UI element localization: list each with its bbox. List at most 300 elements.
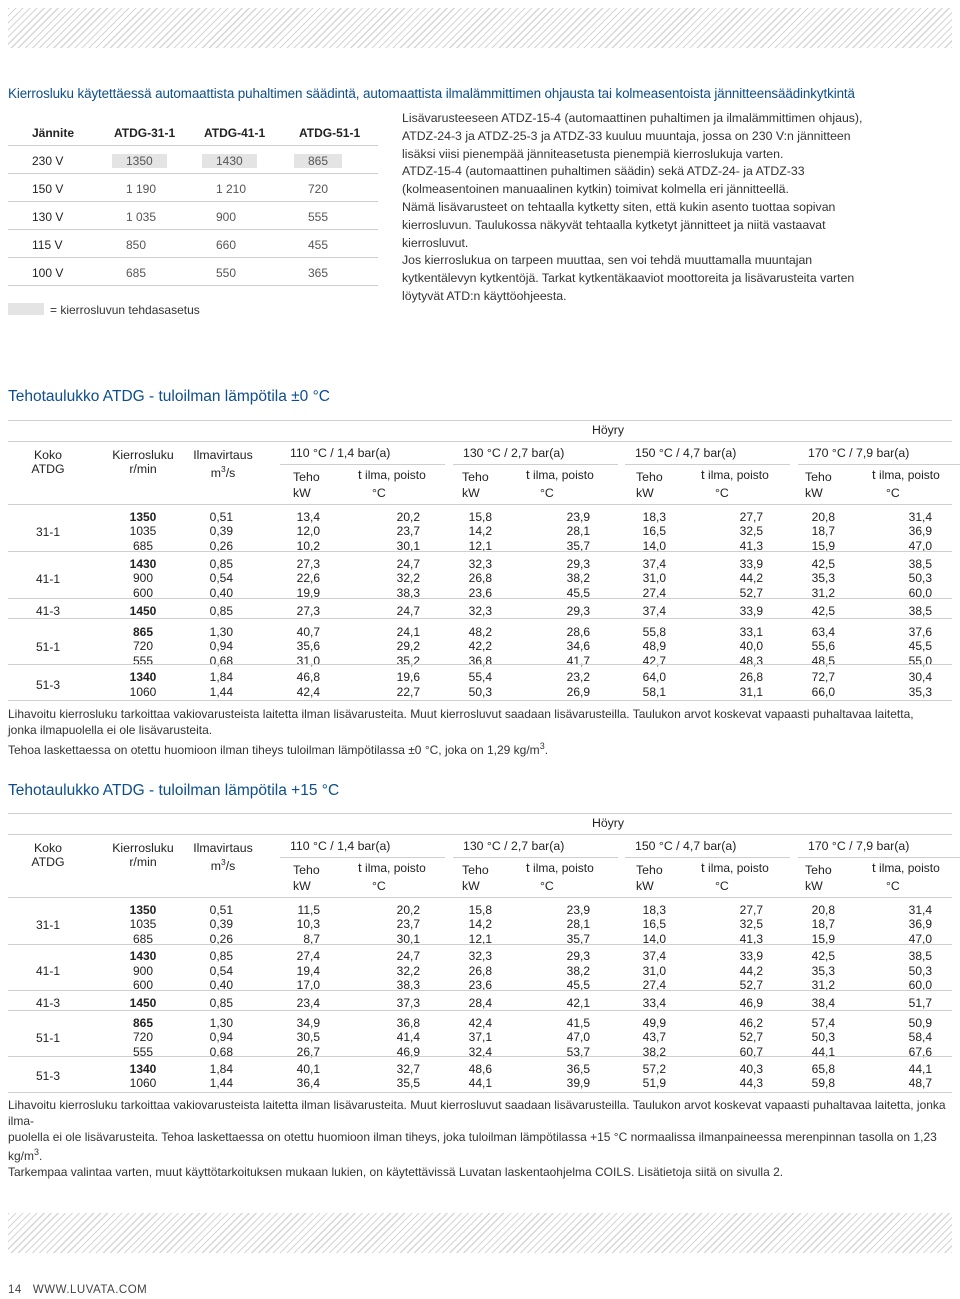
value-cell: 45,5 xyxy=(908,639,932,653)
value-cell: 32,7 xyxy=(396,1062,420,1076)
value-cell: 31,0 xyxy=(642,964,666,978)
page-number: 14 xyxy=(8,1284,22,1296)
rpm-header: Kierrosluku xyxy=(112,448,174,462)
website-link[interactable]: WWW.LUVATA.COM xyxy=(32,1284,148,1296)
rpm-cell: 720 xyxy=(308,182,329,196)
voltage-cell: 230 V xyxy=(32,154,64,168)
value-cell: 32,3 xyxy=(468,557,492,571)
rpm-cell: 900 xyxy=(216,210,237,224)
value-cell: 41,3 xyxy=(739,932,763,946)
kw-unit: kW xyxy=(636,486,654,500)
value-cell: 53,7 xyxy=(566,1045,590,1059)
value-cell: 0,54 xyxy=(209,964,233,978)
steam-header: Höyry xyxy=(591,423,625,437)
value-cell: 44,1 xyxy=(908,1062,932,1076)
condition-underline xyxy=(280,464,445,465)
outlet-temp-header: t ilma, poisto xyxy=(526,860,594,875)
value-cell: 19,4 xyxy=(296,964,320,978)
table2-title: Tehotaulukko ATDG - tuloilman lämpötila +15 °C xyxy=(8,782,340,799)
teho-header: Teho xyxy=(293,470,320,484)
value-cell: 23,6 xyxy=(468,586,492,600)
value-cell: 23,6 xyxy=(468,978,492,992)
value-cell: 35,7 xyxy=(566,539,590,553)
value-cell: 57,2 xyxy=(642,1062,666,1076)
value-cell: 28,1 xyxy=(566,917,590,931)
value-cell: 50,3 xyxy=(908,571,932,585)
value-cell: 32,2 xyxy=(396,964,420,978)
value-cell: 26,8 xyxy=(739,670,763,684)
value-cell: 12,1 xyxy=(468,932,492,946)
row-divider xyxy=(8,1092,952,1093)
value-cell: 32,3 xyxy=(468,949,492,963)
row-divider xyxy=(8,834,952,835)
value-cell: 32,2 xyxy=(396,571,420,585)
voltage-table-header xyxy=(8,118,378,146)
degc-unit: °C xyxy=(372,879,386,893)
factory-setting-swatch xyxy=(8,303,44,315)
table1-note-line: jonka ilmapuolella ei ole lisävarusteita. xyxy=(8,722,213,737)
teho-header: Teho xyxy=(636,470,663,484)
value-cell: 36,4 xyxy=(296,1076,320,1090)
value-cell: 29,3 xyxy=(566,604,590,618)
row-divider xyxy=(8,504,952,505)
value-cell: 38,2 xyxy=(566,571,590,585)
size-cell: 41-3 xyxy=(36,604,61,618)
value-cell: 46,9 xyxy=(739,996,763,1010)
value-cell: 30,4 xyxy=(908,670,932,684)
rpm-cell: 660 xyxy=(216,238,237,252)
size-cell: 31-1 xyxy=(36,917,61,932)
value-cell: 0,85 xyxy=(209,604,233,618)
value-cell: 33,4 xyxy=(642,996,666,1010)
row-divider xyxy=(8,441,952,442)
airflow-header: Ilmavirtaus xyxy=(193,841,253,855)
value-cell: 35,3 xyxy=(811,571,835,585)
value-cell: 31,4 xyxy=(908,903,932,917)
value-cell: 41,5 xyxy=(566,1016,590,1030)
rpm-cell: 685 xyxy=(132,539,154,553)
value-cell: 18,3 xyxy=(642,903,666,917)
value-cell: 36,9 xyxy=(908,917,932,931)
page-footer xyxy=(8,1284,147,1296)
rpm-cell: 1340 xyxy=(129,1062,157,1076)
value-cell: 37,4 xyxy=(642,604,666,618)
value-cell: 33,9 xyxy=(739,557,763,571)
rpm-cell: 555 xyxy=(308,210,329,224)
value-cell: 46,8 xyxy=(296,670,320,684)
value-cell: 50,3 xyxy=(811,1030,835,1044)
value-cell: 72,7 xyxy=(811,670,835,684)
rpm-cell: 685 xyxy=(132,932,154,946)
rpm-cell: 685 xyxy=(126,266,147,280)
rpm-cell: 1430 xyxy=(129,949,157,963)
condition-header: 110 °C / 1,4 bar(a) xyxy=(290,839,391,853)
description-text xyxy=(402,110,872,306)
rpm-cell: 600 xyxy=(132,586,154,600)
value-cell: 63,4 xyxy=(811,625,835,639)
value-cell: 46,2 xyxy=(739,1016,763,1030)
voltage-cell: 130 V xyxy=(32,210,64,224)
value-cell: 37,6 xyxy=(908,625,932,639)
voltage-table-row xyxy=(8,174,378,202)
value-cell: 58,1 xyxy=(642,685,666,699)
rpm-cell: 550 xyxy=(216,266,237,280)
table2-note-line: Tarkempaa valintaa varten, muut käyttötarkoituksen mukaan lukien, on käytettävissä Luvatan laskentaohjelma COILS. Lisätietoja siitä on sivulla 2. xyxy=(8,1165,784,1180)
value-cell: 0,51 xyxy=(209,510,233,524)
value-cell: 28,1 xyxy=(566,524,590,538)
value-cell: 30,1 xyxy=(396,539,420,553)
value-cell: 37,4 xyxy=(642,557,666,571)
description-paragraph: Jos kierroslukua on tarpeen muuttaa, sen voi tehdä muuttamalla muuntajan kytkentälevyn kytkentöjä. Tarkat kytkentäkaaviot moottoreita ja lisävarusteita varten löytyvät ATD:n käyttöohjeesta. xyxy=(402,253,855,303)
outlet-temp-header: t ilma, poisto xyxy=(358,467,426,482)
value-cell: 27,4 xyxy=(642,586,666,600)
value-cell: 1,84 xyxy=(209,1062,233,1076)
value-cell: 31,4 xyxy=(908,510,932,524)
table2-note-line: Lihavoitu kierrosluku tarkoittaa vakiovarusteista laitetta ilman lisävarusteita. Muut kierrosluvut saadaan lisävarusteilla. Taulukon arvot koskevat vapaasti puhaltavaa laitetta, jonka ilma- xyxy=(8,1098,946,1128)
rpm-cell: 865 xyxy=(294,154,342,168)
value-cell: 39,9 xyxy=(566,1076,590,1090)
value-cell: 14,0 xyxy=(642,539,666,553)
value-cell: 31,0 xyxy=(296,654,320,668)
value-cell: 29,3 xyxy=(566,557,590,571)
value-cell: 46,9 xyxy=(396,1045,420,1059)
value-cell: 67,6 xyxy=(908,1045,932,1059)
kw-unit: kW xyxy=(293,879,311,893)
value-cell: 38,5 xyxy=(908,604,932,618)
value-cell: 31,2 xyxy=(811,586,835,600)
value-cell: 28,6 xyxy=(566,625,590,639)
rpm-cell: 1350 xyxy=(112,154,167,168)
condition-underline xyxy=(798,857,960,858)
rpm-cell: 1350 xyxy=(129,510,157,524)
row-divider xyxy=(8,1056,952,1057)
row-divider xyxy=(8,990,952,991)
value-cell: 52,7 xyxy=(739,1030,763,1044)
value-cell: 42,1 xyxy=(566,996,590,1010)
value-cell: 24,7 xyxy=(396,557,420,571)
value-cell: 35,3 xyxy=(908,685,932,699)
value-cell: 31,1 xyxy=(739,685,763,699)
value-cell: 1,84 xyxy=(209,670,233,684)
value-cell: 0,40 xyxy=(209,978,233,992)
value-cell: 41,3 xyxy=(739,539,763,553)
airflow-unit: $m^3/s$ xyxy=(210,857,236,874)
atdg-header: ATDG xyxy=(31,462,65,476)
value-cell: 40,3 xyxy=(739,1062,763,1076)
value-cell: 32,3 xyxy=(468,604,492,618)
value-cell: 33,1 xyxy=(739,625,763,639)
value-cell: 23,7 xyxy=(396,917,420,931)
rpm-unit: r/min xyxy=(129,855,157,869)
value-cell: 29,3 xyxy=(566,949,590,963)
outlet-temp-header: t ilma, poisto xyxy=(526,467,594,482)
degc-unit: °C xyxy=(372,486,386,500)
value-cell: 26,9 xyxy=(566,685,590,699)
value-cell: 22,6 xyxy=(296,571,320,585)
value-cell: 32,4 xyxy=(468,1045,492,1059)
value-cell: 27,7 xyxy=(739,510,763,524)
value-cell: 42,4 xyxy=(296,685,320,699)
voltage-cell: 115 V xyxy=(32,238,63,252)
rpm-cell: 1 035 xyxy=(126,210,157,224)
rpm-cell: 1430 xyxy=(202,154,257,168)
row-divider xyxy=(8,944,952,945)
value-cell: 45,5 xyxy=(566,586,590,600)
value-cell: 40,7 xyxy=(296,625,320,639)
value-cell: 27,3 xyxy=(296,604,320,618)
value-cell: 42,2 xyxy=(468,639,492,653)
value-cell: 12,0 xyxy=(296,524,320,538)
value-cell: 37,4 xyxy=(642,949,666,963)
value-cell: 1,30 xyxy=(209,625,233,639)
outlet-temp-header: t ilma, poisto xyxy=(701,467,769,482)
value-cell: 43,7 xyxy=(642,1030,666,1044)
value-cell: 24,1 xyxy=(396,625,420,639)
rpm-cell: 1035 xyxy=(129,524,157,538)
description-paragraph: ATDZ-15-4 (automaattinen puhaltimen säädin) sekä ATDZ-24- ja ATDZ-33 (kolmeasentoinen manuaalinen kytkin) toimivat kolmella eri jännitteellä. xyxy=(402,164,805,197)
value-cell: 23,2 xyxy=(566,670,590,684)
value-cell: 23,7 xyxy=(396,524,420,538)
kw-unit: kW xyxy=(805,486,823,500)
value-cell: 57,4 xyxy=(811,1016,835,1030)
value-cell: 47,0 xyxy=(566,1030,590,1044)
value-cell: 42,4 xyxy=(468,1016,492,1030)
col-header-atdg-51-1: ATDG-51-1 xyxy=(299,126,361,140)
condition-underline xyxy=(453,857,618,858)
value-cell: 48,5 xyxy=(811,654,835,668)
value-cell: 60,7 xyxy=(739,1045,763,1059)
value-cell: 35,2 xyxy=(396,654,420,668)
degc-unit: °C xyxy=(715,486,729,500)
value-cell: 60,0 xyxy=(908,586,932,600)
condition-header: 130 °C / 2,7 bar(a) xyxy=(463,446,565,460)
value-cell: 18,7 xyxy=(811,917,835,931)
value-cell: 20,8 xyxy=(811,903,835,917)
rpm-cell: 1060 xyxy=(129,1076,157,1090)
value-cell: 0,40 xyxy=(209,586,233,600)
value-cell: 0,85 xyxy=(209,949,233,963)
rpm-cell: 1 210 xyxy=(216,182,247,196)
value-cell: 38,3 xyxy=(396,978,420,992)
value-cell: 38,3 xyxy=(396,586,420,600)
koko-header: Koko xyxy=(33,448,63,462)
row-divider xyxy=(8,598,952,599)
rpm-cell: 1340 xyxy=(129,670,157,684)
rpm-cell: 850 xyxy=(126,238,147,252)
rpm-cell: 900 xyxy=(132,964,154,978)
value-cell: 37,1 xyxy=(468,1030,492,1044)
value-cell: 23,9 xyxy=(566,510,590,524)
value-cell: 32,5 xyxy=(739,524,763,538)
value-cell: 66,0 xyxy=(811,685,835,699)
value-cell: 33,9 xyxy=(739,949,763,963)
rpm-cell: 865 xyxy=(132,1016,154,1030)
value-cell: 44,2 xyxy=(739,571,763,585)
value-cell: 0,68 xyxy=(209,1045,233,1059)
rpm-cell: 865 xyxy=(132,625,154,639)
value-cell: 31,2 xyxy=(811,978,835,992)
value-cell: 48,3 xyxy=(739,654,763,668)
value-cell: 50,3 xyxy=(908,964,932,978)
voltage-cell: 150 V xyxy=(32,182,64,196)
value-cell: 0,39 xyxy=(209,917,233,931)
condition-underline xyxy=(625,464,790,465)
teho-header: Teho xyxy=(293,863,320,877)
value-cell: 42,5 xyxy=(811,949,835,963)
value-cell: 20,8 xyxy=(811,510,835,524)
atdg-header: ATDG xyxy=(31,855,65,869)
value-cell: 0,54 xyxy=(209,571,233,585)
value-cell: 0,94 xyxy=(209,639,233,653)
value-cell: 27,4 xyxy=(296,949,320,963)
teho-header: Teho xyxy=(462,470,489,484)
value-cell: 52,7 xyxy=(739,586,763,600)
value-cell: 14,2 xyxy=(468,524,492,538)
value-cell: 55,0 xyxy=(908,654,932,668)
value-cell: 26,8 xyxy=(468,571,492,585)
value-cell: 26,7 xyxy=(296,1045,320,1059)
row-divider xyxy=(8,551,952,552)
value-cell: 55,8 xyxy=(642,625,666,639)
value-cell: 34,9 xyxy=(296,1016,320,1030)
value-cell: 50,3 xyxy=(468,685,492,699)
voltage-table-row xyxy=(8,230,378,258)
table1-title: Tehotaulukko ATDG - tuloilman lämpötila ±0 °C xyxy=(8,388,330,405)
value-cell: 44,2 xyxy=(739,964,763,978)
value-cell: 36,5 xyxy=(566,1062,590,1076)
value-cell: 16,5 xyxy=(642,917,666,931)
value-cell: 0,94 xyxy=(209,1030,233,1044)
value-cell: 20,2 xyxy=(396,510,420,524)
value-cell: 36,9 xyxy=(908,524,932,538)
value-cell: 12,1 xyxy=(468,539,492,553)
value-cell: 42,5 xyxy=(811,557,835,571)
row-divider xyxy=(8,813,952,814)
condition-header: 170 °C / 7,9 bar(a) xyxy=(808,446,910,460)
value-cell: 23,9 xyxy=(566,903,590,917)
rpm-cell: 600 xyxy=(132,978,154,992)
row-divider xyxy=(8,700,952,701)
col-header-atdg-41-1: ATDG-41-1 xyxy=(204,126,266,140)
value-cell: 47,0 xyxy=(908,932,932,946)
rpm-cell: 555 xyxy=(132,654,154,668)
value-cell: 17,0 xyxy=(296,978,320,992)
outlet-temp-header: t ilma, poisto xyxy=(872,860,940,875)
size-cell: 51-1 xyxy=(36,1030,61,1045)
description-paragraph: Nämä lisävarusteet on tehtaalla kytketty siten, että kukin asento tuottaa sopivan kierrosluvun. Taulukossa näkyvät tehtaalla kytketyt jännitteet ja niitä vastaavat kierrosluvut. xyxy=(402,199,836,250)
size-cell: 51-3 xyxy=(36,1069,61,1083)
rpm-cell: 1 190 xyxy=(126,182,157,196)
value-cell: 48,6 xyxy=(468,1062,492,1076)
value-cell: 26,8 xyxy=(468,964,492,978)
degc-unit: °C xyxy=(540,486,554,500)
rpm-cell: 555 xyxy=(132,1045,154,1059)
value-cell: 36,8 xyxy=(396,1016,420,1030)
value-cell: 0,68 xyxy=(209,654,233,668)
degc-unit: °C xyxy=(886,879,900,893)
value-cell: 11,5 xyxy=(297,903,320,917)
condition-underline xyxy=(625,857,790,858)
table2-note-line: puolella ei ole lisävarusteita. Tehoa laskettaessa on otettu huomioon ilman tiheys, joka tuloilman lämpötilassa +15 °C normaalissa ilmanpaineessa merenpinnan tasolla on 1,23 $kg/m^3$. xyxy=(8,1129,937,1164)
condition-header: 130 °C / 2,7 bar(a) xyxy=(463,839,565,853)
kw-unit: kW xyxy=(636,879,654,893)
size-cell: 41-1 xyxy=(36,963,61,978)
condition-underline xyxy=(453,464,618,465)
value-cell: 30,1 xyxy=(396,932,420,946)
value-cell: 34,6 xyxy=(566,639,590,653)
value-cell: 44,1 xyxy=(811,1045,835,1059)
table1-notes xyxy=(8,707,952,758)
value-cell: 42,7 xyxy=(642,654,666,668)
value-cell: 24,7 xyxy=(396,949,420,963)
outlet-temp-header: t ilma, poisto xyxy=(872,467,940,482)
factory-setting-legend: = kierrosluvun tehdasasetus xyxy=(50,303,200,317)
voltage-table-row xyxy=(8,146,378,174)
value-cell: 15,8 xyxy=(468,903,492,917)
value-cell: 28,4 xyxy=(468,996,492,1010)
value-cell: 19,9 xyxy=(296,586,320,600)
value-cell: 58,4 xyxy=(908,1030,932,1044)
value-cell: 40,0 xyxy=(739,639,763,653)
airflow-unit: $m^3/s$ xyxy=(210,464,236,481)
rpm-header: Kierrosluku xyxy=(112,841,174,855)
value-cell: 38,5 xyxy=(908,949,932,963)
value-cell: 55,4 xyxy=(468,670,492,684)
value-cell: 27,3 xyxy=(296,557,320,571)
condition-underline xyxy=(280,857,445,858)
condition-header: 110 °C / 1,4 bar(a) xyxy=(290,446,391,460)
value-cell: 38,2 xyxy=(642,1045,666,1059)
degc-unit: °C xyxy=(540,879,554,893)
size-cell: 51-1 xyxy=(36,639,61,654)
value-cell: 51,7 xyxy=(908,996,932,1010)
value-cell: 37,3 xyxy=(396,996,420,1010)
teho-header: Teho xyxy=(636,863,663,877)
condition-header: 150 °C / 4,7 bar(a) xyxy=(635,446,737,460)
value-cell: 49,9 xyxy=(642,1016,666,1030)
value-cell: 23,4 xyxy=(296,996,320,1010)
value-cell: 19,6 xyxy=(396,670,420,684)
value-cell: 38,5 xyxy=(908,557,932,571)
teho-header: Teho xyxy=(805,863,832,877)
rpm-cell: 900 xyxy=(132,571,154,585)
value-cell: 30,5 xyxy=(296,1030,320,1044)
value-cell: 0,51 xyxy=(209,903,233,917)
value-cell: 29,2 xyxy=(396,639,420,653)
condition-header: 170 °C / 7,9 bar(a) xyxy=(808,839,910,853)
value-cell: 44,3 xyxy=(739,1076,763,1090)
value-cell: 0,26 xyxy=(209,539,233,553)
rpm-cell: 720 xyxy=(132,639,154,653)
page-heading: Kierrosluku käytettäessä automaattista puhaltimen säädintä, automaattista ilmalämmittimen ohjausta tai kolmeasentoista jännitteensäädinkytkintä xyxy=(8,86,855,101)
rpm-cell: 1060 xyxy=(129,685,157,699)
table1-note-line: Lihavoitu kierrosluku tarkoittaa vakiovarusteista laitetta ilman lisävarusteita. Muut kierrosluvut saadaan lisävarusteilla. Taulukon arvot koskevat vapaasti puhaltavaa laitetta, xyxy=(8,707,914,721)
value-cell: 1,44 xyxy=(209,1076,233,1090)
value-cell: 48,2 xyxy=(468,625,492,639)
value-cell: 35,3 xyxy=(811,964,835,978)
value-cell: 35,7 xyxy=(566,932,590,946)
teho-header: Teho xyxy=(462,863,489,877)
row-divider xyxy=(8,897,952,898)
row-divider xyxy=(8,420,952,421)
value-cell: 24,7 xyxy=(396,604,420,618)
value-cell: 15,9 xyxy=(811,932,835,946)
value-cell: 51,9 xyxy=(642,1076,666,1090)
row-divider xyxy=(8,618,952,619)
rpm-cell: 1450 xyxy=(129,604,157,618)
row-divider xyxy=(8,1010,952,1011)
rpm-cell: 1035 xyxy=(129,917,157,931)
